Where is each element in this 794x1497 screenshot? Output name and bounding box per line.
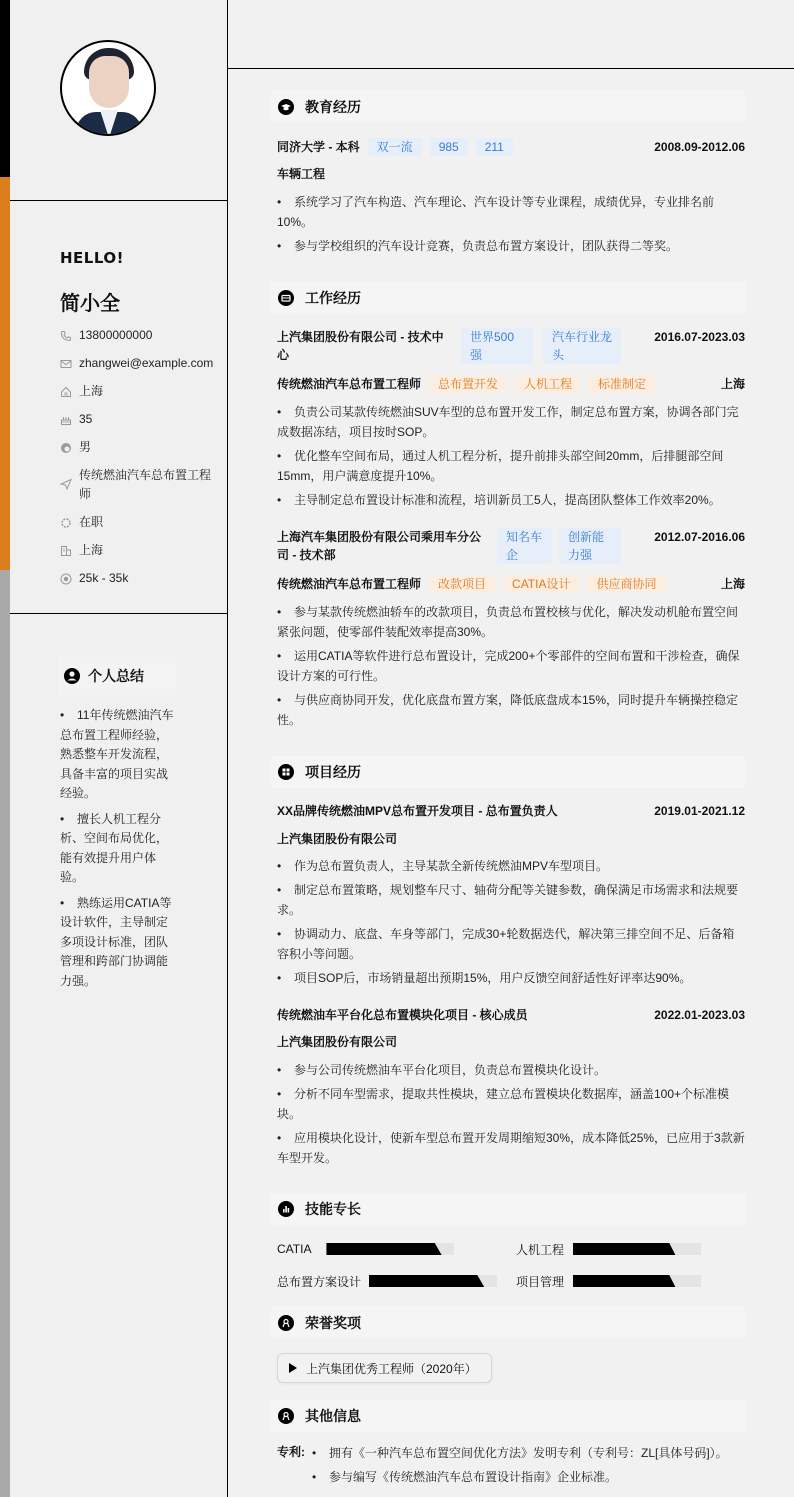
summary-item: • 擅长人机工程分析、空间布局优化，能有效提升用户体验。: [60, 811, 169, 884]
job-location: 上海: [720, 377, 745, 391]
list-item: • 系统学习了汽车构造、汽车理论、汽车设计等专业课程，成绩优异，专业排名前10%。: [277, 195, 715, 229]
project-header-row: [277, 1006, 745, 1024]
status-icon: [60, 517, 72, 529]
list-item: • 负责公司某款传统燃油SUV车型的总布置开发工作，制定总布置方案，协调各部门完成数据冻结，项目按时SOP。: [277, 405, 739, 439]
info-status: 在职: [60, 513, 220, 532]
list-item: • 协调动力、底盘、车身等部门，完成30+轮数据迭代，解决第三排空间不足、后备箱容积小等问题。: [277, 927, 735, 961]
project-name: XX品牌传统燃油MPV总布置开发项目 - 总布置负责人: [277, 804, 558, 818]
project-bullets: [277, 1060, 745, 1172]
skill-catia: CATIA: [277, 1242, 454, 1256]
role-tag: 改款项目: [429, 575, 495, 593]
info-age: 35: [60, 410, 220, 429]
email-icon: [60, 358, 72, 370]
expand-triangle-icon: [289, 1363, 297, 1373]
salary-icon: [60, 573, 72, 585]
job-date: 2012.07-2016.06: [654, 530, 745, 544]
list-item: • 参与公司传统燃油车平台化项目，负责总布置模块化设计。: [277, 1063, 607, 1077]
briefcase-icon: [278, 290, 294, 306]
gender-icon: [60, 442, 72, 454]
job-bullets: [277, 602, 745, 734]
job-role: 传统燃油汽车总布置工程师: [277, 377, 422, 391]
bar-chart-icon: [278, 1201, 294, 1217]
info-city: 上海: [60, 541, 220, 560]
send-icon: [60, 478, 72, 490]
school-tag: 985: [430, 138, 468, 156]
company-tag: 创新能力强: [559, 528, 621, 564]
role-tag: 标准制定: [589, 375, 655, 393]
school-tag: 211: [476, 138, 513, 156]
info-position: 传统燃油汽车总布置工程师: [60, 466, 220, 504]
skill-bar: [573, 1243, 701, 1255]
list-item: • 参与学校组织的汽车设计竞赛，负责总布置方案设计，团队获得二等奖。: [277, 239, 679, 253]
skill-bar: [326, 1243, 454, 1255]
job-role-row: [277, 575, 745, 593]
job-bullets: [277, 402, 745, 514]
accent-strip-gray: [0, 570, 10, 1497]
school-tag: 双一流: [368, 138, 422, 156]
list-item: • 参与某款传统燃油轿车的改款项目，负责总布置校核与优化，解决发动机舱布置空间紧张问题，使零部件装配效率提高30%。: [277, 605, 739, 639]
accent-strip-black: [0, 0, 10, 177]
school-name: 同济大学 - 本科: [277, 140, 360, 154]
list-item: • 制定总布置策略，规划整车尺寸、轴荷分配等关键参数，确保满足市场需求和法规要求。: [277, 883, 739, 917]
skill-bar: [573, 1275, 701, 1287]
list-item: • 分析不同车型需求，提取共性模块，建立总布置模块化数据库，涵盖100+个标准模块。: [277, 1087, 730, 1121]
awards-section-header: 荣誉奖项: [271, 1307, 745, 1339]
skill-ergonomics: 人机工程: [516, 1242, 701, 1256]
info-gender: 男: [60, 438, 220, 457]
list-item: • 与供应商协同开发，优化底盘布置方案，降低底盘成本15%，同时提升车辆操控稳定性。: [277, 693, 739, 727]
grid-icon: [278, 764, 294, 780]
contact-info-list: [60, 326, 220, 597]
main-header-divider: [228, 68, 794, 69]
project-company: 上汽集团股份有限公司: [277, 1035, 398, 1049]
sidebar-divider-bottom: [10, 613, 227, 614]
list-item: • 主导制定总布置设计标准和流程，培训新员工5人，提高团队整体工作效率20%。: [277, 493, 721, 507]
role-tag: CATIA设计: [503, 575, 579, 593]
role-tag: 人机工程: [515, 375, 581, 393]
greeting: HELLO!: [60, 249, 124, 267]
list-item: • 优化整车空间布局，通过人机工程分析，提升前排头部空间20mm，后排腿部空间15mm，用户满意度提升10%。: [277, 449, 724, 483]
patent-list: [312, 1443, 752, 1491]
list-item: • 项目SOP后，市场销量超出预期15%，用户反馈空间舒适性好评率达90%。: [277, 971, 692, 985]
job-date: 2016.07-2023.03: [654, 330, 745, 344]
project-company: 上汽集团股份有限公司: [277, 832, 398, 846]
accent-strip-orange: [0, 177, 10, 570]
job-role-row: [277, 375, 745, 393]
summary-section-header: 个人总结: [58, 657, 176, 695]
education-major: 车辆工程: [277, 167, 326, 181]
list-item: • 运用CATIA等软件进行总布置设计，完成200+个零部件的空间布置和干涉检查，确保设计方案的可行性。: [277, 649, 740, 683]
project-header-row: [277, 802, 745, 820]
role-tag: 供应商协同: [587, 575, 665, 593]
graduation-cap-icon: [278, 99, 294, 115]
education-section-header: 教育经历: [271, 91, 745, 123]
role-tag: 总布置开发: [429, 375, 507, 393]
skill-layout-design: 总布置方案设计: [277, 1274, 497, 1288]
phone-icon: [60, 330, 72, 342]
list-item: • 拥有《一种汽车总布置空间优化方法》发明专利（专利号：ZL[具体号码]）。: [312, 1446, 728, 1460]
sidebar-divider-top: [10, 200, 227, 201]
company-tag: 汽车行业龙头: [543, 328, 621, 364]
job-location: 上海: [720, 577, 745, 591]
company-name: 上汽集团股份有限公司 - 技术中心: [277, 330, 444, 362]
skill-project-management: 项目管理: [516, 1274, 701, 1288]
project-name: 传统燃油车平台化总布置模块化项目 - 核心成员: [277, 1008, 528, 1022]
home-icon: [60, 386, 72, 398]
job-header-row: [277, 328, 745, 364]
other-section-header: 其他信息: [271, 1400, 745, 1432]
education-bullets: [277, 192, 745, 260]
work-section-header: 工作经历: [271, 282, 745, 314]
job-header-row: [277, 528, 745, 564]
project-date: 2022.01-2023.03: [654, 1008, 745, 1022]
info-phone: 13800000000: [60, 326, 220, 345]
summary-list: [60, 706, 178, 997]
project-date: 2019.01-2021.12: [654, 804, 745, 818]
education-date: 2008.09-2012.06: [654, 140, 745, 154]
award-icon: [278, 1408, 294, 1424]
list-item: • 参与编写《传统燃油汽车总布置设计指南》企业标准。: [312, 1470, 618, 1484]
job-role: 传统燃油汽车总布置工程师: [277, 577, 422, 591]
user-circle-icon: [64, 668, 80, 684]
avatar: [60, 40, 156, 136]
project-bullets: [277, 856, 745, 992]
skill-bar: [369, 1275, 497, 1287]
company-name: 上海汽车集团股份有限公司乘用车分公司 - 技术部: [277, 530, 482, 562]
patent-label: 专利:: [277, 1445, 305, 1459]
cake-icon: [60, 414, 72, 426]
list-item: • 作为总布置负责人，主导某款全新传统燃油MPV车型项目。: [277, 859, 609, 873]
info-location: 上海: [60, 382, 220, 401]
vertical-divider: [227, 0, 228, 1497]
summary-item: • 熟练运用CATIA等设计软件，主导制定多项设计标准，团队管理和跨部门协调能力强。: [60, 895, 172, 988]
award-item-toggle[interactable]: 上汽集团优秀工程师（2020年）: [277, 1353, 492, 1383]
skills-section-header: 技能专长: [271, 1193, 745, 1225]
candidate-name: 简小全: [60, 293, 120, 315]
award-icon: [278, 1315, 294, 1331]
education-header-row: [277, 138, 745, 156]
company-tag: 世界500强: [461, 328, 533, 364]
info-email: zhangwei@example.com: [60, 354, 220, 373]
building-icon: [60, 545, 72, 557]
info-salary: 25k - 35k: [60, 569, 220, 588]
projects-section-header: 项目经历: [271, 756, 745, 788]
company-tag: 知名车企: [497, 528, 552, 564]
list-item: • 应用模块化设计，使新车型总布置开发周期缩短30%，成本降低25%，已应用于3款新车型开发。: [277, 1131, 745, 1165]
summary-item: • 11年传统燃油汽车总布置工程师经验，熟悉整车开发流程，具备丰富的项目实战经验。: [60, 708, 174, 800]
